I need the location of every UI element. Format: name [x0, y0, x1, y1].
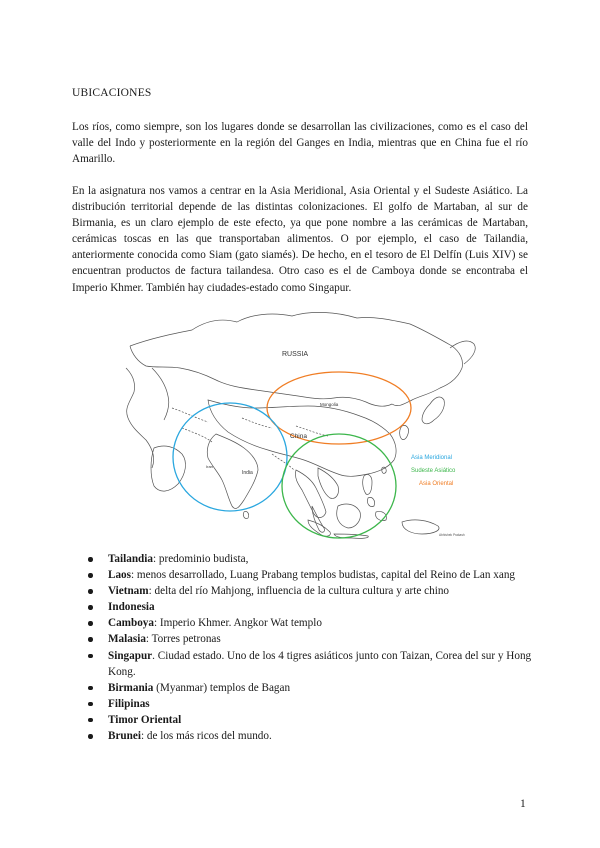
list-item — [88, 599, 533, 615]
country-term: Camboya — [108, 617, 154, 630]
bullet-icon — [88, 702, 93, 707]
sumatra-outline — [308, 520, 330, 536]
country-term: Tailandia — [108, 553, 153, 565]
section-heading: UBICACIONES — [72, 87, 152, 99]
map-label-india: India — [242, 470, 253, 476]
country-term: Vietnam — [108, 585, 149, 598]
bullet-icon — [88, 686, 93, 691]
bullet-icon — [88, 557, 93, 562]
paragraph-regions: En la asignatura nos vamos a centrar en la Asia Meridional, Asia Oriental y el Sudeste Asiático. La distribución territorial depende de las distintas colonizaciones. El golfo de Martaban, al sur de Birmania, es un claro ejemplo de este efecto, ya que pone nombre a las cerámicas de Martaban, cerámicas toscas en las que transportaban alimentos. O por ejemplo, el caso de Tailandia, anteriormente conocida como Siam (gato siamés). De hecho, en el tesoro de El Delfín (Luis XIV) se encuentran productos de factura tailandesa. Otro caso es el de Camboya donde se encontraba el Imperio Khmer. También hay ciudades-estado como Singapur. — [72, 185, 528, 294]
country-term: Singapur — [108, 649, 153, 662]
list-item — [88, 583, 533, 599]
list-item — [88, 648, 533, 680]
list-item — [88, 680, 533, 696]
asia-meridional-ellipse — [173, 403, 287, 511]
list-item — [88, 712, 533, 728]
legend-asia-meridional: Asia Meridional — [411, 455, 453, 461]
map-label-russia: RUSSIA — [282, 351, 309, 358]
legend-sudeste-asiatico: Sudeste Asiático — [411, 468, 456, 474]
map-label-mongolia: Mongolia — [320, 402, 339, 407]
philippines-outline — [363, 474, 372, 494]
country-term: Indonesia — [108, 601, 155, 614]
borneo-outline — [337, 504, 361, 528]
bullet-icon — [88, 718, 93, 723]
list-item — [88, 728, 533, 744]
asia-oriental-ellipse — [267, 372, 411, 444]
map-label-china: China — [290, 433, 307, 440]
bullet-icon — [88, 734, 93, 739]
new-guinea-outline — [402, 520, 439, 534]
country-description: : predominio budista, — [152, 553, 249, 565]
page-number: 1 — [520, 798, 526, 810]
country-description: : menos desarrollado, Luang Prabang templos budistas, capital del Reino de Lan xang — [131, 569, 516, 582]
country-term: Brunei — [108, 730, 141, 743]
country-list — [88, 551, 533, 744]
bullet-icon — [88, 573, 93, 578]
country-description: . Ciudad estado. Uno de los 4 tigres asiáticos junto con Taizan, Corea del sur y Hong Kong. — [108, 649, 532, 678]
country-term: Filipinas — [108, 697, 150, 710]
map-label-iran: Iran — [206, 464, 213, 469]
bullet-icon — [88, 605, 93, 610]
country-description: : Torres petronas — [145, 633, 221, 646]
bullet-icon — [88, 621, 93, 626]
paragraph-rivers: Los ríos, como siempre, son los lugares donde se desarrollan las civilizaciones, como es el caso del valle del Indo y posteriormente en la región del Ganges en India, mientras que en China fue el río Amarillo. — [72, 121, 528, 166]
country-term: Laos — [108, 569, 132, 582]
country-term: Birmania — [108, 681, 154, 694]
country-description: : de los más ricos del mundo. — [140, 730, 272, 743]
map-credit: Abhishek Prakash — [439, 533, 465, 537]
country-term: Timor Oriental — [108, 713, 182, 726]
list-item — [88, 615, 533, 631]
bullet-icon — [88, 654, 93, 659]
indochina-outline — [295, 470, 326, 518]
country-term: Malasia — [108, 633, 146, 646]
japan-outline — [422, 397, 444, 424]
list-item — [88, 696, 533, 712]
country-description: (Myanmar) templos de Bagan — [153, 681, 291, 694]
list-item — [88, 631, 533, 647]
list-item — [88, 551, 533, 567]
legend-asia-oriental: Asia Oriental — [419, 481, 454, 487]
map-legend — [411, 455, 456, 487]
bullet-icon — [88, 637, 93, 642]
country-description: : delta del río Mahjong, influencia de la cultura cultura y arte chino — [148, 585, 450, 598]
bullet-icon — [88, 589, 93, 594]
russia-outline — [130, 312, 463, 405]
country-description: : Imperio Khmer. Angkor Wat templo — [154, 617, 322, 630]
asia-regions-map — [112, 308, 484, 540]
list-item — [88, 567, 533, 583]
